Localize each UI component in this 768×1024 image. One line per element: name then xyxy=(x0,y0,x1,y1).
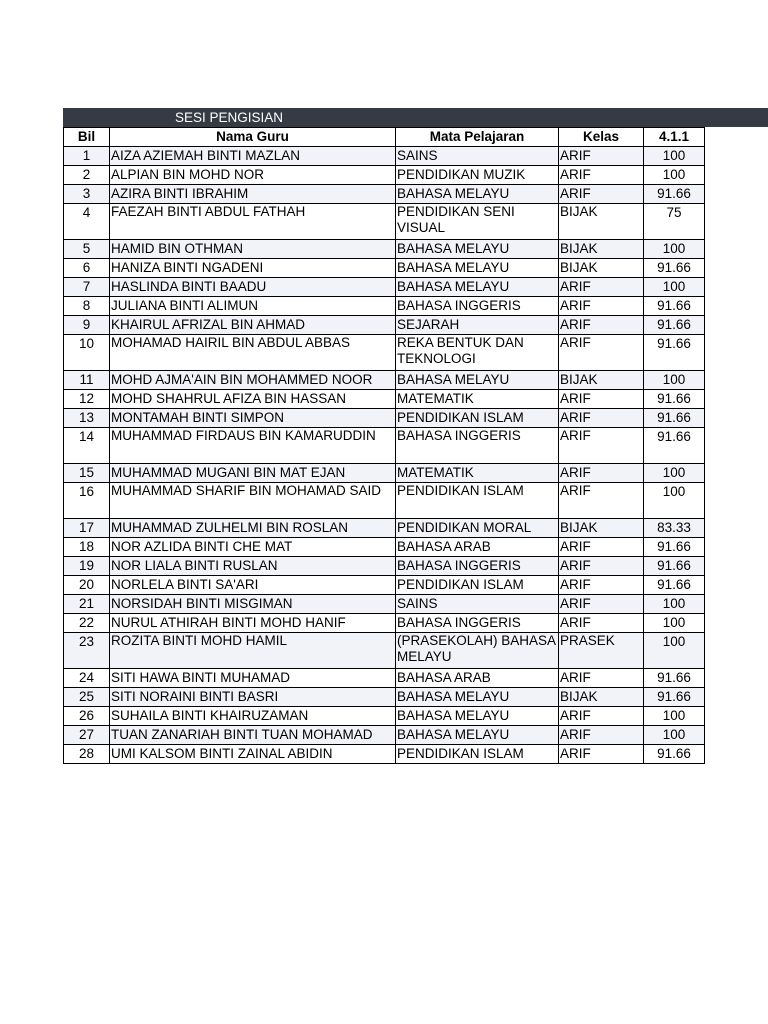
table-row xyxy=(64,519,705,538)
cell-skor: 91.66 xyxy=(644,745,705,764)
table-row xyxy=(64,278,705,297)
cell-nama-guru: SITI NORAINI BINTI BASRI xyxy=(110,688,396,707)
cell-bil: 23 xyxy=(64,633,110,669)
cell-nama-guru: NORSIDAH BINTI MISGIMAN xyxy=(110,595,396,614)
cell-mata-pelajaran: PENDIDIKAN SENI VISUAL xyxy=(396,204,559,240)
cell-bil: 14 xyxy=(64,428,110,464)
cell-mata-pelajaran: REKA BENTUK DAN TEKNOLOGI xyxy=(396,335,559,371)
cell-kelas: ARIF xyxy=(559,576,644,595)
table-row xyxy=(64,688,705,707)
cell-kelas: ARIF xyxy=(559,557,644,576)
cell-mata-pelajaran: BAHASA INGGERIS xyxy=(396,297,559,316)
cell-mata-pelajaran: SEJARAH xyxy=(396,316,559,335)
cell-bil: 2 xyxy=(64,166,110,185)
cell-skor: 100 xyxy=(644,633,705,669)
cell-kelas: BIJAK xyxy=(559,519,644,538)
cell-skor: 91.66 xyxy=(644,185,705,204)
cell-skor: 91.66 xyxy=(644,297,705,316)
cell-bil: 25 xyxy=(64,688,110,707)
cell-skor: 91.66 xyxy=(644,538,705,557)
cell-nama-guru: FAEZAH BINTI ABDUL FATHAH xyxy=(110,204,396,240)
cell-bil: 26 xyxy=(64,707,110,726)
cell-mata-pelajaran: PENDIDIKAN ISLAM xyxy=(396,483,559,519)
cell-nama-guru: KHAIRUL AFRIZAL BIN AHMAD xyxy=(110,316,396,335)
cell-kelas: ARIF xyxy=(559,409,644,428)
table-row xyxy=(64,147,705,166)
cell-nama-guru: ROZITA BINTI MOHD HAMIL xyxy=(110,633,396,669)
cell-mata-pelajaran: PENDIDIKAN ISLAM xyxy=(396,409,559,428)
table-row xyxy=(64,464,705,483)
table-row xyxy=(64,576,705,595)
cell-skor: 91.66 xyxy=(644,428,705,464)
cell-mata-pelajaran: BAHASA ARAB xyxy=(396,538,559,557)
cell-skor: 91.66 xyxy=(644,688,705,707)
cell-skor: 83.33 xyxy=(644,519,705,538)
cell-kelas: ARIF xyxy=(559,335,644,371)
table-row xyxy=(64,371,705,390)
cell-kelas: ARIF xyxy=(559,316,644,335)
table-row xyxy=(64,726,705,745)
cell-nama-guru: MUHAMMAD MUGANI BIN MAT EJAN xyxy=(110,464,396,483)
cell-nama-guru: ALPIAN BIN MOHD NOR xyxy=(110,166,396,185)
cell-skor: 100 xyxy=(644,614,705,633)
cell-bil: 6 xyxy=(64,259,110,278)
cell-skor: 100 xyxy=(644,147,705,166)
header-kelas: Kelas xyxy=(559,128,644,147)
cell-bil: 19 xyxy=(64,557,110,576)
cell-nama-guru: MUHAMMAD SHARIF BIN MOHAMAD SAID xyxy=(110,483,396,519)
cell-bil: 24 xyxy=(64,669,110,688)
cell-skor: 100 xyxy=(644,707,705,726)
cell-mata-pelajaran: MATEMATIK xyxy=(396,390,559,409)
cell-bil: 22 xyxy=(64,614,110,633)
cell-nama-guru: UMI KALSOM BINTI ZAINAL ABIDIN xyxy=(110,745,396,764)
cell-kelas: ARIF xyxy=(559,614,644,633)
header-mata-pelajaran: Mata Pelajaran xyxy=(396,128,559,147)
cell-mata-pelajaran: BAHASA MELAYU xyxy=(396,259,559,278)
cell-bil: 5 xyxy=(64,240,110,259)
header-row xyxy=(64,128,705,147)
cell-skor: 91.66 xyxy=(644,335,705,371)
cell-kelas: BIJAK xyxy=(559,240,644,259)
cell-nama-guru: HASLINDA BINTI BAADU xyxy=(110,278,396,297)
cell-mata-pelajaran: BAHASA ARAB xyxy=(396,669,559,688)
cell-nama-guru: MONTAMAH BINTI SIMPON xyxy=(110,409,396,428)
cell-skor: 75 xyxy=(644,204,705,240)
table-row xyxy=(64,557,705,576)
cell-nama-guru: NURUL ATHIRAH BINTI MOHD HANIF xyxy=(110,614,396,633)
table-row xyxy=(64,316,705,335)
cell-kelas: BIJAK xyxy=(559,371,644,390)
cell-mata-pelajaran: PENDIDIKAN ISLAM xyxy=(396,745,559,764)
cell-skor: 91.66 xyxy=(644,576,705,595)
cell-mata-pelajaran: PENDIDIKAN ISLAM xyxy=(396,576,559,595)
table-row xyxy=(64,240,705,259)
cell-nama-guru: MOHAMAD HAIRIL BIN ABDUL ABBAS xyxy=(110,335,396,371)
cell-kelas: ARIF xyxy=(559,669,644,688)
table-row xyxy=(64,614,705,633)
cell-bil: 7 xyxy=(64,278,110,297)
cell-kelas: ARIF xyxy=(559,390,644,409)
cell-kelas: ARIF xyxy=(559,297,644,316)
cell-bil: 21 xyxy=(64,595,110,614)
table-row xyxy=(64,259,705,278)
cell-kelas: ARIF xyxy=(559,464,644,483)
header-nama-guru: Nama Guru xyxy=(110,128,396,147)
cell-bil: 13 xyxy=(64,409,110,428)
cell-mata-pelajaran: BAHASA INGGERIS xyxy=(396,557,559,576)
cell-bil: 3 xyxy=(64,185,110,204)
cell-kelas: ARIF xyxy=(559,428,644,464)
cell-bil: 28 xyxy=(64,745,110,764)
header-skor: 4.1.1 xyxy=(644,128,705,147)
cell-mata-pelajaran: PENDIDIKAN MUZIK xyxy=(396,166,559,185)
cell-kelas: PRASEK xyxy=(559,633,644,669)
cell-bil: 18 xyxy=(64,538,110,557)
cell-bil: 27 xyxy=(64,726,110,745)
table-row xyxy=(64,204,705,240)
table-row xyxy=(64,297,705,316)
cell-mata-pelajaran: (PRASEKOLAH) BAHASA MELAYU xyxy=(396,633,559,669)
cell-skor: 91.66 xyxy=(644,557,705,576)
cell-nama-guru: MUHAMMAD ZULHELMI BIN ROSLAN xyxy=(110,519,396,538)
cell-mata-pelajaran: BAHASA MELAYU xyxy=(396,185,559,204)
cell-skor: 91.66 xyxy=(644,390,705,409)
cell-mata-pelajaran: BAHASA MELAYU xyxy=(396,240,559,259)
header-bil: Bil xyxy=(64,128,110,147)
cell-skor: 91.66 xyxy=(644,316,705,335)
cell-kelas: BIJAK xyxy=(559,688,644,707)
cell-nama-guru: TUAN ZANARIAH BINTI TUAN MOHAMAD xyxy=(110,726,396,745)
table-row xyxy=(64,538,705,557)
cell-bil: 17 xyxy=(64,519,110,538)
table-row xyxy=(64,745,705,764)
cell-nama-guru: AZIRA BINTI IBRAHIM xyxy=(110,185,396,204)
cell-mata-pelajaran: BAHASA MELAYU xyxy=(396,371,559,390)
cell-skor: 100 xyxy=(644,483,705,519)
cell-bil: 11 xyxy=(64,371,110,390)
table-row xyxy=(64,595,705,614)
cell-nama-guru: MUHAMMAD FIRDAUS BIN KAMARUDDIN xyxy=(110,428,396,464)
table-row xyxy=(64,707,705,726)
cell-bil: 1 xyxy=(64,147,110,166)
cell-nama-guru: JULIANA BINTI ALIMUN xyxy=(110,297,396,316)
cell-skor: 100 xyxy=(644,726,705,745)
cell-bil: 9 xyxy=(64,316,110,335)
cell-nama-guru: NOR AZLIDA BINTI CHE MAT xyxy=(110,538,396,557)
cell-skor: 91.66 xyxy=(644,669,705,688)
cell-nama-guru: NORLELA BINTI SA'ARI xyxy=(110,576,396,595)
cell-kelas: ARIF xyxy=(559,185,644,204)
cell-kelas: ARIF xyxy=(559,538,644,557)
cell-mata-pelajaran: PENDIDIKAN MORAL xyxy=(396,519,559,538)
table-row xyxy=(64,409,705,428)
cell-nama-guru: MOHD SHAHRUL AFIZA BIN HASSAN xyxy=(110,390,396,409)
teacher-table xyxy=(63,127,705,764)
cell-bil: 15 xyxy=(64,464,110,483)
cell-kelas: ARIF xyxy=(559,166,644,185)
cell-mata-pelajaran: SAINS xyxy=(396,595,559,614)
table-row xyxy=(64,669,705,688)
cell-kelas: ARIF xyxy=(559,483,644,519)
cell-nama-guru: AIZA AZIEMAH BINTI MAZLAN xyxy=(110,147,396,166)
cell-bil: 16 xyxy=(64,483,110,519)
cell-nama-guru: MOHD AJMA'AIN BIN MOHAMMED NOOR xyxy=(110,371,396,390)
cell-mata-pelajaran: BAHASA MELAYU xyxy=(396,726,559,745)
cell-mata-pelajaran: MATEMATIK xyxy=(396,464,559,483)
cell-bil: 12 xyxy=(64,390,110,409)
table-row xyxy=(64,185,705,204)
cell-kelas: ARIF xyxy=(559,595,644,614)
cell-bil: 4 xyxy=(64,204,110,240)
cell-skor: 91.66 xyxy=(644,259,705,278)
cell-kelas: BIJAK xyxy=(559,259,644,278)
cell-kelas: ARIF xyxy=(559,147,644,166)
cell-bil: 10 xyxy=(64,335,110,371)
cell-skor: 100 xyxy=(644,464,705,483)
table-row xyxy=(64,483,705,519)
cell-nama-guru: HANIZA BINTI NGADENI xyxy=(110,259,396,278)
cell-mata-pelajaran: SAINS xyxy=(396,147,559,166)
cell-skor: 100 xyxy=(644,278,705,297)
table-row xyxy=(64,335,705,371)
cell-kelas: ARIF xyxy=(559,707,644,726)
cell-bil: 8 xyxy=(64,297,110,316)
cell-kelas: ARIF xyxy=(559,745,644,764)
cell-mata-pelajaran: BAHASA MELAYU xyxy=(396,688,559,707)
cell-skor: 100 xyxy=(644,371,705,390)
cell-kelas: ARIF xyxy=(559,726,644,745)
cell-skor: 91.66 xyxy=(644,409,705,428)
cell-skor: 100 xyxy=(644,166,705,185)
cell-skor: 100 xyxy=(644,240,705,259)
cell-mata-pelajaran: BAHASA MELAYU xyxy=(396,707,559,726)
cell-kelas: BIJAK xyxy=(559,204,644,240)
table-row xyxy=(64,633,705,669)
cell-nama-guru: SITI HAWA BINTI MUHAMAD xyxy=(110,669,396,688)
table-row xyxy=(64,390,705,409)
cell-mata-pelajaran: BAHASA MELAYU xyxy=(396,278,559,297)
cell-nama-guru: HAMID BIN OTHMAN xyxy=(110,240,396,259)
sheet-title: SESI PENGISIAN xyxy=(175,110,284,125)
table-row xyxy=(64,166,705,185)
cell-skor: 100 xyxy=(644,595,705,614)
cell-nama-guru: NOR LIALA BINTI RUSLAN xyxy=(110,557,396,576)
table-row xyxy=(64,428,705,464)
cell-kelas: ARIF xyxy=(559,278,644,297)
sheet-title-bar xyxy=(63,108,768,127)
cell-nama-guru: SUHAILA BINTI KHAIRUZAMAN xyxy=(110,707,396,726)
cell-bil: 20 xyxy=(64,576,110,595)
cell-mata-pelajaran: BAHASA INGGERIS xyxy=(396,614,559,633)
cell-mata-pelajaran: BAHASA INGGERIS xyxy=(396,428,559,464)
